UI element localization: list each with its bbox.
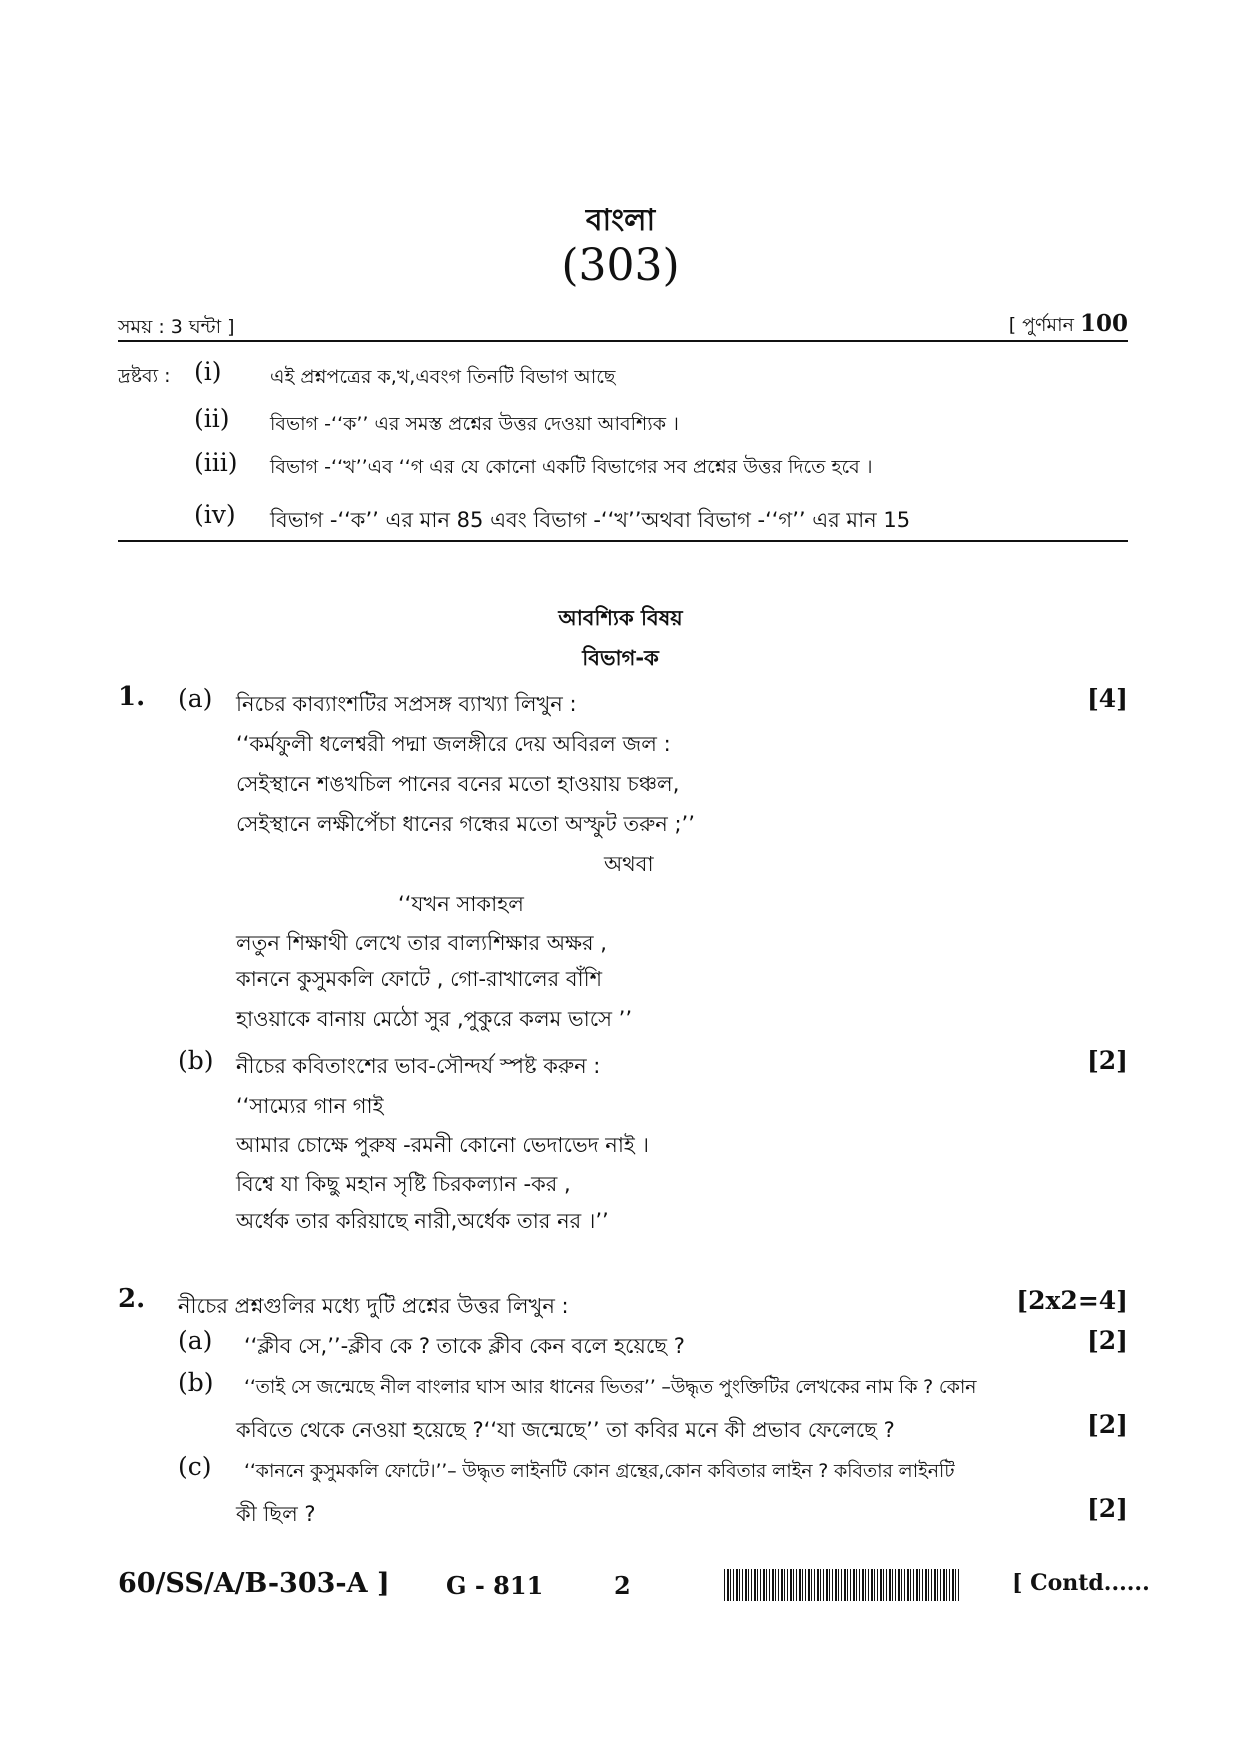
question-marks: [2] — [1086, 1046, 1128, 1075]
subject-title: বাংলা — [585, 203, 656, 238]
time-allowed: সময় : 3 ঘন্টা ] — [118, 316, 235, 338]
poem-line: হাওয়াকে বানায় মেঠো সুর ,পুকুরে কলম ভাসে ’’ — [236, 1007, 633, 1031]
poem-line: লতুন শিক্ষাথী লেখে তার বাল্যশিক্ষার অক্ষর , — [236, 931, 607, 955]
question-marks: [2x2=4] — [1016, 1286, 1128, 1315]
question-text: কী ছিল ? — [236, 1502, 316, 1526]
notes-rule — [118, 540, 1128, 542]
question-number: 2. — [118, 1284, 146, 1314]
note-num: (i) — [194, 357, 222, 386]
note-text: বিভাগ -‘‘ক’’ এর সমস্ত প্রশ্নের উত্তর দেওয়া আবশ্যিক । — [270, 413, 679, 435]
subject-code: (303) — [561, 240, 680, 291]
full-marks-label: [ পুর্ণমান — [1008, 314, 1074, 336]
series-code: G - 811 — [446, 1571, 544, 1600]
paper-code: 60/SS/A/B-303-A ] — [118, 1568, 390, 1599]
or-separator: অথবা — [604, 852, 654, 876]
question-text: নীচের কবিতাংশের ভাব-সৌন্দর্য স্পষ্ট করুন : — [236, 1054, 601, 1078]
poem-line: আমার চোক্ষে পুরুষ -রমনী কোনো ভেদাভেদ নাই । — [236, 1133, 650, 1157]
part-label: (b) — [178, 1368, 214, 1397]
question-text: কবিতে থেকে নেওয়া হয়েছে ?‘‘যা জন্মেছে’’ তা কবির মনে কী প্রভাব ফেলেছে ? — [236, 1418, 895, 1442]
question-number: 1. — [118, 682, 146, 712]
continued-label: [ Contd...... — [1012, 1570, 1150, 1596]
question-marks: [2] — [1086, 1410, 1128, 1439]
section-subheading: বিভাগ-ক — [582, 646, 659, 670]
poem-line: ‘‘কর্মফুলী ধলেশ্বরী পদ্মা জলঙ্গীরে দেয় অবিরল জল : — [236, 732, 671, 756]
question-text: ‘‘তাই সে জন্মেছে নীল বাংলার ঘাস আর ধানের ভিতর’’ –উদ্ধৃত পুংক্তিটির লেখকের নাম কি ? কোন — [244, 1376, 977, 1398]
question-marks: [2] — [1086, 1326, 1128, 1355]
poem-line: সেইস্থানে শঙখচিল পানের বনের মতো হাওয়ায় চঞ্চল, — [236, 772, 680, 796]
poem-line: কাননে কুসুমকলি ফোটে , গো-রাখালের বাঁশি — [236, 967, 603, 991]
poem-line: অর্ধেক তার করিয়াছে নারী,অর্ধেক তার নর ।’’ — [236, 1209, 609, 1233]
note-text: বিভাগ -‘‘খ’’এব ‘‘গ এর যে কোনো একটি বিভাগের সব প্রশ্নের উত্তর দিতে হবে । — [270, 456, 873, 478]
barcode — [724, 1569, 960, 1601]
note-num: (iv) — [194, 500, 236, 529]
page-number: 2 — [614, 1571, 631, 1600]
full-marks-value: 100 — [1079, 310, 1128, 337]
question-text: নিচের কাব্যাংশটির সপ্রসঙ্গ ব্যাখ্যা লিখুন : — [236, 692, 577, 716]
section-heading: আবশ্যিক বিষয় — [558, 606, 683, 630]
question-text: নীচের প্রশ্নগুলির মধ্যে দুটি প্রশ্নের উত্তর লিখুন : — [178, 1294, 569, 1318]
note-num: (ii) — [194, 404, 230, 433]
part-label: (b) — [178, 1046, 214, 1075]
question-marks: [4] — [1086, 684, 1128, 713]
question-marks: [2] — [1086, 1494, 1128, 1523]
part-label: (c) — [178, 1452, 212, 1481]
poem-line: ‘‘সাম্যের গান গাই — [236, 1094, 384, 1118]
part-label: (a) — [178, 1326, 213, 1355]
question-text: ‘‘ক্লীব সে,’’-ক্লীব কে ? তাকে ক্লীব কেন বলে হয়েছে ? — [244, 1334, 685, 1358]
poem-line: ‘‘যখন সাকাহল — [398, 892, 524, 916]
header-rule — [118, 340, 1128, 342]
poem-line: সেইস্থানে লক্ষীপেঁচা ধানের গন্ধের মতো অস্ফুট তরুন ;’’ — [236, 812, 695, 836]
note-num: (iii) — [194, 448, 238, 477]
part-label: (a) — [178, 684, 213, 713]
note-text: এই প্রশ্নপত্রের ক,খ,এবংগ তিনটি বিভাগ আছে — [270, 366, 616, 388]
poem-line: বিশ্বে যা কিছু মহান সৃষ্টি চিরকল্যান -কর , — [236, 1172, 571, 1196]
notes-label: দ্রষ্টব্য : — [118, 365, 171, 387]
question-text: ‘‘কাননে কুসুমকলি ফোটে।’’– উদ্ধৃত লাইনটি কোন গ্রন্থের,কোন কবিতার লাইন ? কবিতার লাইনটি — [244, 1460, 955, 1482]
full-marks — [1009, 310, 1128, 343]
note-text: বিভাগ -‘‘ক’’ এর মান 85 এবং বিভাগ -‘‘খ’’অথবা বিভাগ -‘‘গ’’ এর মান 15 — [270, 508, 911, 532]
